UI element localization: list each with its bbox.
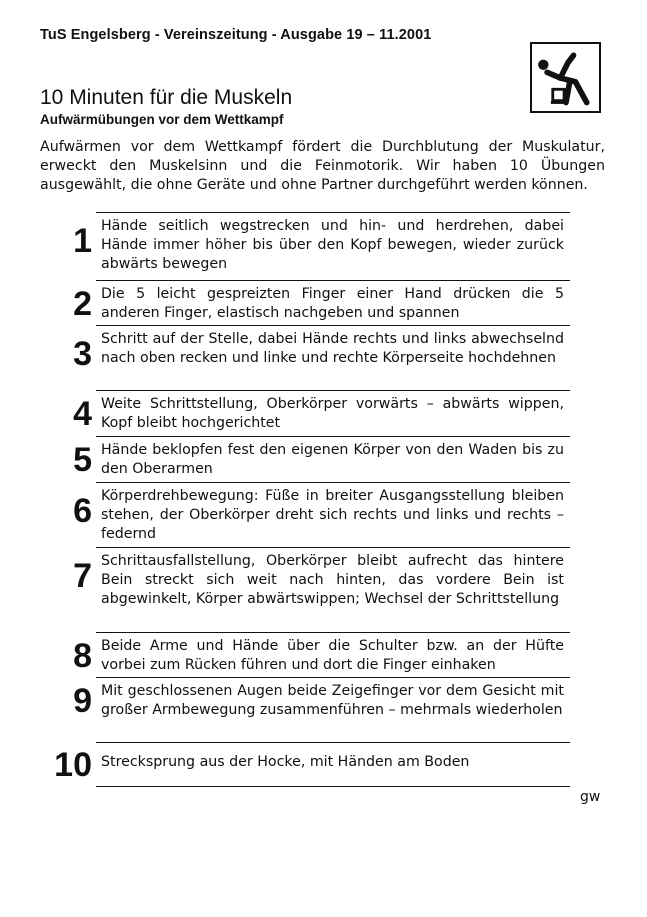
exercise-item [40, 632, 570, 678]
exercise-item [40, 482, 570, 548]
newsletter-header: TuS Engelsberg - Vereinszeitung - Ausgabe 19 – 11.2001 [40, 27, 432, 43]
divider [96, 742, 570, 743]
divider [96, 280, 570, 281]
exercise-text: Beide Arme und Hände über die Schulter bzw. an der Hüfte vorbei zum Rücken führen und dort die Finger einhaken [101, 638, 564, 673]
divider [96, 547, 570, 548]
exercise-item [40, 677, 570, 743]
exercise-number: 1 [73, 222, 92, 260]
divider [96, 677, 570, 678]
exercise-number: 6 [73, 492, 92, 530]
exercise-item [40, 280, 570, 326]
exercise-text: Die 5 leicht gespreizten Finger einer Hand drücken die 5 anderen Finger, elastisch nachgeben und spannen [101, 286, 564, 321]
exercise-number: 8 [73, 637, 92, 675]
divider [96, 436, 570, 437]
exercise-text: Strecksprung aus der Hocke, mit Händen am Boden [101, 754, 470, 770]
divider [96, 390, 570, 391]
exercise-item [40, 390, 570, 436]
divider [96, 212, 570, 213]
article-subtitle: Aufwärmübungen vor dem Wettkampf [40, 112, 284, 127]
exercise-text: Hände seitlich wegstrecken und hin- und herdrehen, dabei Hände immer höher bis über den Kopf bewegen, wieder zurück abwärts bewegen [101, 218, 564, 272]
exercise-text: Weite Schrittstellung, Oberkörper vorwärts – abwärts wippen, Kopf bleibt hochgerichtet [101, 396, 564, 431]
exercise-item [40, 436, 570, 482]
exercise-item [40, 212, 570, 278]
divider [96, 786, 570, 787]
article-intro: Aufwärmen vor dem Wettkampf fördert die Durchblutung der Muskulatur, erweckt den Muskelsinn und die Feinmotorik. Wir haben 10 Übungen ausgewählt, die ohne Geräte und ohne Partner durchgeführt werden können. [40, 139, 605, 193]
exercise-text: Mit geschlossenen Augen beide Zeigefinger vor dem Gesicht mit großer Armbewegung zusammenführen – mehrmals wiederholen [101, 683, 564, 718]
author-signature: gw [580, 789, 601, 805]
exercise-text: Schritt auf der Stelle, dabei Hände rechts und links abwechselnd nach oben recken und linke und rechte Körperseite hochdehnen [101, 331, 564, 366]
article-title: 10 Minuten für die Muskeln [40, 86, 293, 109]
sport-logo [530, 42, 601, 113]
exercise-number: 7 [73, 557, 92, 595]
athlete-pictogram-icon [532, 44, 599, 111]
divider [96, 482, 570, 483]
exercise-text: Hände beklopfen fest den eigenen Körper von den Waden bis zu den Oberarmen [101, 442, 564, 477]
exercise-number: 10 [54, 746, 92, 784]
exercise-item [40, 547, 570, 633]
exercise-item [40, 742, 570, 788]
divider [96, 632, 570, 633]
divider [96, 325, 570, 326]
exercise-number: 3 [73, 335, 92, 373]
exercise-number: 2 [73, 285, 92, 323]
exercise-text: Körperdrehbewegung: Füße in breiter Ausgangsstellung bleiben stehen, der Oberkörper dreht sich rechts und links und rechts – federnd [101, 488, 564, 542]
exercise-number: 5 [73, 441, 92, 479]
exercise-text: Schrittausfallstellung, Oberkörper bleibt aufrecht das hintere Bein streckt sich weit nach hinten, das vordere Bein ist abgewinkelt, Körper abwärtswippen; Wechsel der Schrittstellung [101, 553, 564, 607]
exercise-number: 4 [73, 395, 92, 433]
exercise-item [40, 325, 570, 391]
exercise-number: 9 [73, 682, 92, 720]
